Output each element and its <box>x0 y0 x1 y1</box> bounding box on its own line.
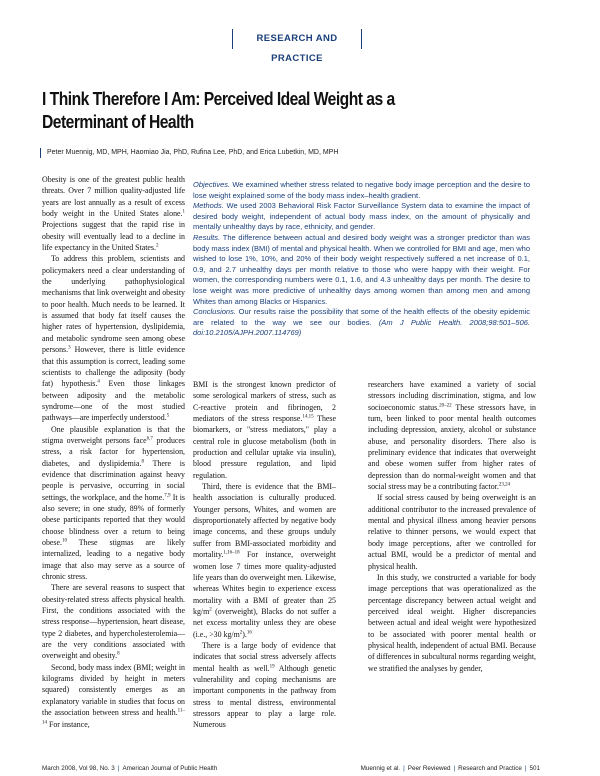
paragraph: One plausible explanation is that the stigma overweight persons face$^{6,7}$ produces stress, a risk factor for hypertension, diabetes, and dyslipidemia.$^8$ There is evidence that discrimination against heavy people is pervasive, occurring in social settings, the workplace, and the home.$^{7,9}$ It is also severe; in one study, 89% of formerly obese participants reported that they would choose blindness over a return to being obese.$^{10}$ These stigmas are likely internalized, leading to a negative body image that also may serve as a source of chronic stress. <box>42 424 185 582</box>
article-title <box>42 88 489 134</box>
abstract <box>193 180 530 339</box>
abstract-conclusions: Conclusions. Our results raise the possibility that some of the health effects of the obesity epidemic are related to the way we see our bodies. (Am J Public Health. 2008;98:501–506. doi:10.2105/AJPH.2007.114769) <box>193 307 531 338</box>
title-line-1: I Think Therefore I Am: Perceived Ideal Weight as a <box>42 89 395 109</box>
section-tag: RESEARCH AND PRACTICE <box>232 29 362 49</box>
abstract-objectives: Objectives. We examined whether stress related to negative body image perception and the desire to lose weight explained some of the body mass index–health gradient. <box>193 180 530 200</box>
footer-separator: | <box>524 765 527 772</box>
paragraph: In this study, we constructed a variable for body image perceptions that was operationalized as the percentage discrepancy between actual weight and perceived ideal weight. Higher discrepancies between actual and ideal weight were hypothesized to be associated with poorer mental health or physical health, independent of actual BMI. Because of differences in subcultural norms regarding weight, we stratified the analyses by gender, <box>368 572 536 673</box>
paragraph: To address this problem, scientists and policymakers need a clear understanding of the underlying pathophysiological mechanisms that link overweight and obesity to poor health. Much needs to be learned. It is assumed that body fat itself causes the higher rates of hypertension, dyslipidemia, and metabolic syndrome seen among obese persons.$^3$ However, there is little evidence that this assumption is correct, leading some scientists to challenge the adiposity (body fat) hypothesis.$^4$ Even those linkages between adiposity and the metabolic syndrome—one of the most studied pathways—are imperfectly understood.$^5$ <box>42 254 185 423</box>
body-column-3 <box>368 379 536 674</box>
citation: (Am J Public Health. 2008;98:501–506. doi:10.2105/AJPH.2007.114769) <box>193 317 530 338</box>
paragraph: researchers have examined a variety of social stressors including discrimination, stigma, and low socioeconomic status.$^{20-22}$ These stressors have, in turn, been linked to poor mental health outcomes including depression, anxiety, alcohol or substance abuse, and personality disorders. There also is preliminary evidence that indicates that overweight and obese women suffer from higher rates of depression than do normal-weight women and that social stress may be a contributing factor.$^{23,24}$ <box>368 380 537 492</box>
page-footer <box>42 765 540 775</box>
page-number: 501 <box>529 765 540 772</box>
footer-separator: | <box>403 765 405 772</box>
body-column-2 <box>193 379 336 731</box>
footer-separator: | <box>453 765 456 772</box>
footer-right: Muennig et al. | Peer Reviewed | Research and Practice | 501 <box>360 765 540 772</box>
body-column-1 <box>42 174 185 730</box>
paragraph: There is a large body of evidence that indicates that social stress adversely affects mental health as well.$^{19}$ Although genetic vulnerability and coping mechanisms are important components in the pathway from stress to mental distress, environmental stressors appear to play a large role. Numerous <box>193 640 336 730</box>
footer-separator: | <box>117 765 120 772</box>
abstract-results: Results. The difference between actual and desired body weight was a stronger predictor than was body mass index (BMI) of mental and physical health. When we controlled for BMI and age, men who wished to lose 1%, 10%, and 20% of their body weight respectively suffered a net increase of 0.1, 0.9, and 2.7 unhealthy days per month relative to those who were happy with their weight. For women, the corresponding numbers were 0.1, 1.6, and 4.3 unhealthy days per month. The desire to lose weight was more predictive of unhealthy days among women than among men and among Whites than among Blacks or Hispanics. <box>193 232 531 306</box>
paragraph: If social stress caused by being overweight is an additional contributor to the increased prevalence of mental and physical illness among heavier persons relative to thinner persons, we would expect that body image perceptions, after we controlled for actual BMI, would be a predictor of mental and physical health. <box>368 493 536 571</box>
paragraph: BMI is the strongest known predictor of some serological markers of stress, such as C-reactive protein and fibrinogen, 2 mediators of the stress response.$^{14,15}$ These biomarkers, or "stress mediators," play a central role in glucose metabolism (both in production and cellular uptake via insulin), blood pressure regulation, and lipid regulation. <box>193 380 336 480</box>
paragraph: Obesity is one of the greatest public health threats. Over 7 million quality-adjusted life years are lost annually as a result of excess body weight in the United States alone.$^1$ Projections suggest that the rapid rise in obesity will eventually lead to a decline in life expectancy in the United States.$^2$ <box>42 175 185 253</box>
paragraph: Third, there is evidence that the BMI–health association is culturally produced. Younger persons, Whites, and women are disproportionately affected by negative body image concerns, and these groups unduly suffer from BMI-associated morbidity and mortality.$^{1,16-18}$ For instance, overweight women lose 7 times more quality-adjusted life years than do overweight men. Likewise, whereas Whites begin to experience excess mortality with a BMI of greater than 25 $kg/m^2$ (overweight), Blacks do not suffer a net excess mortality unless they are obese (i.e., >30 $kg/m^2).^{16}$ <box>193 482 336 639</box>
paragraph: Second, body mass index (BMI; weight in kilograms divided by height in meters squared) consistently emerges as an explanatory variable in studies that focus on the association between stress and health.$^{11-14}$ For instance, <box>42 662 185 729</box>
paragraph: There are several reasons to suspect that obesity-related stress affects physical health. First, the conditions associated with the stress response—hypertension, heart disease, type 2 diabetes, and hypercholesterolemia—are the very conditions associated with overweight and obesity.$^8$ <box>42 583 185 661</box>
footer-left: March 2008, Vol 98, No. 3 | American Journal of Public Health <box>42 765 218 772</box>
abstract-methods: Methods. We used 2003 Behavioral Risk Factor Surveillance System data to examine the impact of desired body weight, independent of actual body mass index, on the amount of physically and mentally unhealthy days by race, ethnicity, and gender. <box>193 201 530 232</box>
title-line-2: Determinant of Health <box>42 112 194 132</box>
author-list: Peter Muennig, MD, MPH, Haomiao Jia, PhD, Rufina Lee, PhD, and Erica Lubetkin, MD, MPH <box>40 148 520 158</box>
